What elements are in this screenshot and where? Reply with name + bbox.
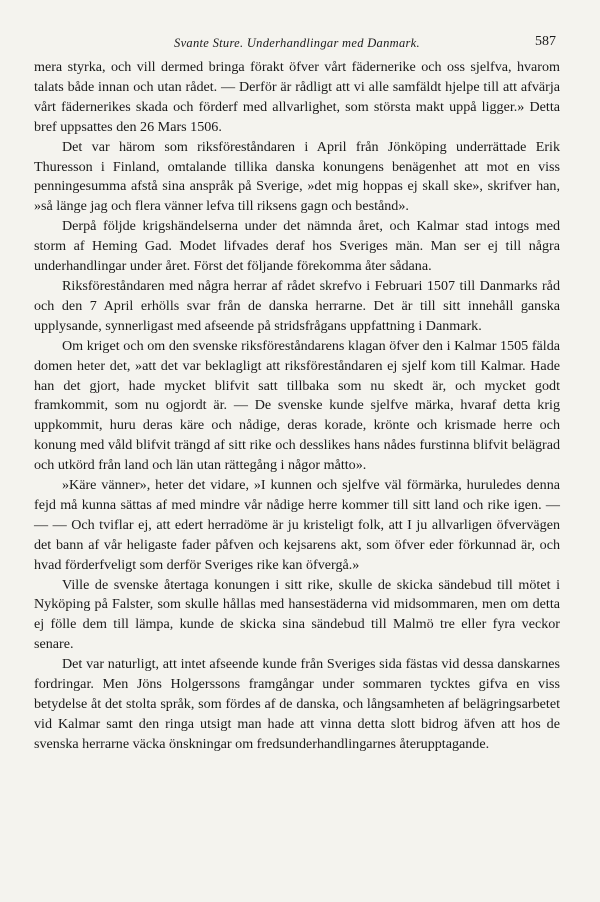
paragraph: mera styrka, och vill dermed bringa förakt öfver vårt fädernerike och oss sjelfva, hvarom talats både innan och utan rådet. — Derför är rådligt att vi alle samfäldt hjelpe till att afvärja vårt fädernerikes skada och förderf med allvarlighet, som största makt uppå ligger.» Detta bref uppsattes den 26 Mars 1506. <box>34 59 560 135</box>
paragraph: Riksföreståndaren med några herrar af rådet skrefvo i Februari 1507 till Danmarks råd och den 7 April erhölls svar från de danska herrarne. Det är till sitt innehåll ganska upplysande, synnerligast med afseende på stridsfrågans uppfattning i Danmark. <box>34 277 560 334</box>
book-page <box>34 34 560 874</box>
paragraph: Derpå följde krigshändelserna under det nämnda året, och Kalmar stad intogs med storm af Heming Gad. Modet lifvades deraf hos Sveriges män. Man ser ej till några underhandlingar under året. Först det följande förekomma åter sådana. <box>34 218 560 275</box>
running-title: Svante Sture. Underhandlingar med Danmark. <box>174 36 420 50</box>
paragraph: »Käre vänner», heter det vidare, »I kunnen och sjelfve väl förmärka, huruledes denna fejd må kunna sättas af med mindre vår nådige herre kommer till sitt land och rike igen. — — — Och tviflar ej, att edert herradöme är ju kristeligt folk, att I ju allvarligen öfvervägen det bann af vår heligaste fader påfven och kejsarens akt, som öfver eder förkunnad är, och hvad förderfveligt som derför Sveriges rike kan öfvergå.» <box>34 477 560 573</box>
paragraph: Det var härom som riksföreståndaren i April från Jönköping underrättade Erik Thuresson i Finland, omtalande tillika danska konungens benägenhet att mot en viss penningesumma afstå sina anspråk på Sverige, »det mig hoppas ej skall ske», skrifver han, »så länge jag och flera vänner lefva till riksens gagn och bestånd». <box>34 138 560 215</box>
running-head <box>34 34 560 54</box>
page-number: 587 <box>535 34 556 49</box>
paragraph: Om kriget och om den svenske riksföreståndarens klagan öfver den i Kalmar 1505 fälda domen heter det, »att det var beklagligt att riksföreståndaren ej sjelf kom till Kalmar. Hade han det gjort, hade mycket blifvit satt tillbaka som nu skedt är, och mycket godt framkommit, som nu ogjordt är. — De svenske kunde sjelfve märka, hvaraf detta krig uppkommit, huru deras käre och nådige, deras korade, krönte och krismade herre och konung med våld blifvit trängd af sitt rike och desslikes hans nådes furstinna blifvit belägrad och utkörd från land och län utan rättegång i någor måtto». <box>34 337 560 474</box>
body-text <box>34 58 560 755</box>
paragraph: Det var naturligt, att intet afseende kunde från Sveriges sida fästas vid dessa danskarnes fordringar. Men Jöns Holgerssons framgångar under sommaren tycktes gifva en viss betydelse åt det stolta språk, som fördes af de danska, och långsamheten af belägringsarbetet vid Kalmar samt den ringa utsigt man hade att vinna detta slott bidrog äfven att hos de svenska herrarne väcka önskningar om fredsunderhandlingarnes återupptagande. <box>34 656 560 752</box>
paragraph: Ville de svenske återtaga konungen i sitt rike, skulle de skicka sändebud till mötet i Nyköping på Falster, som skulle hållas med hansestäderna vid midsommaren, men om detta ej fölle dem till lämpa, kunde de skicka sina sändebud till Malmö tre eller fyra veckor senare. <box>34 576 560 653</box>
